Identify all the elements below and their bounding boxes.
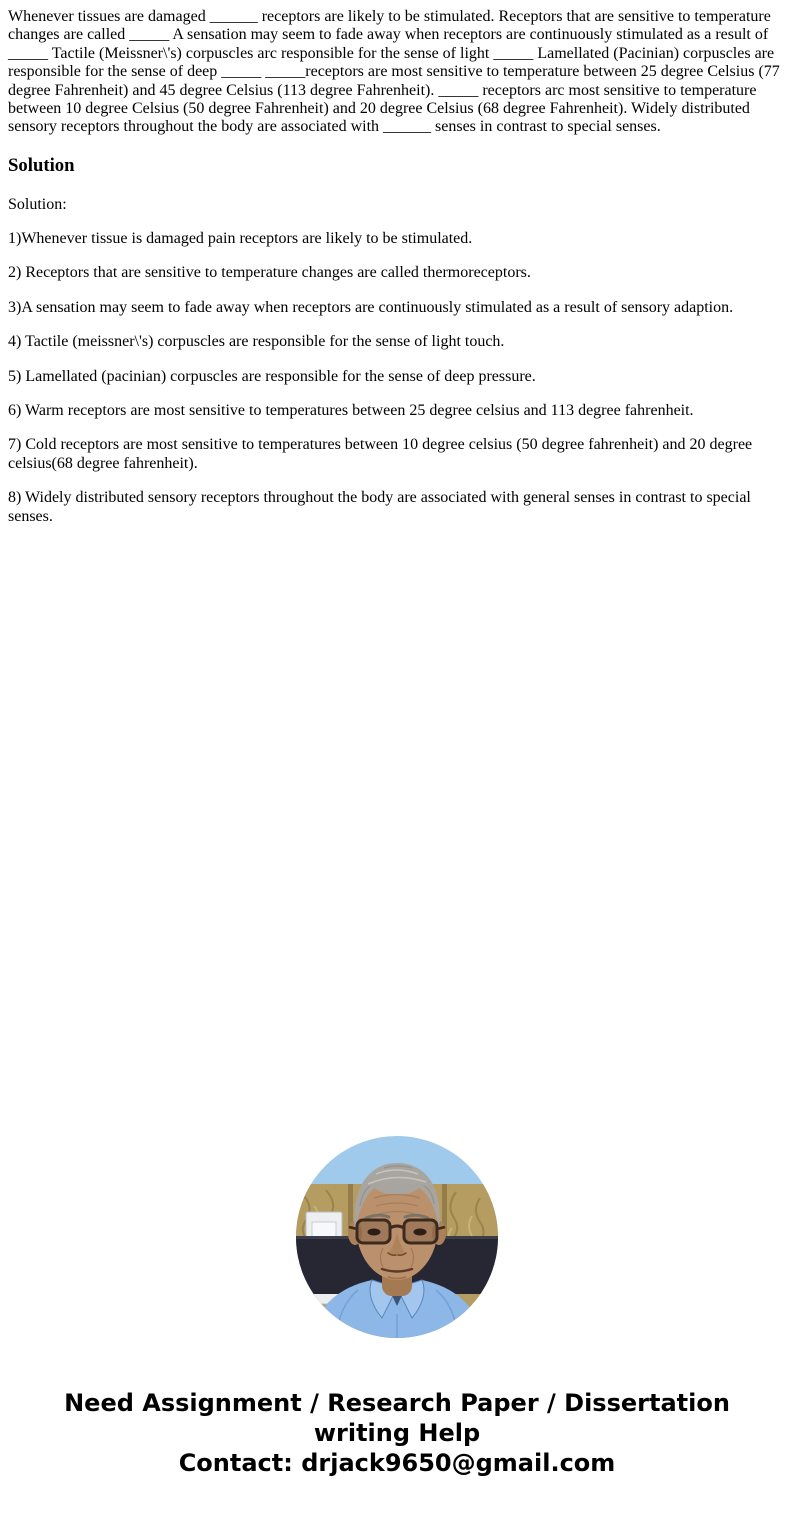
solution-heading: Solution <box>8 155 75 177</box>
solution-intro-label: Solution: <box>8 195 67 213</box>
document-page <box>8 8 786 1478</box>
solution-item-2: 2) Receptors that are sensitive to temperature changes are called thermoreceptors. <box>8 264 531 282</box>
solution-item-6: 6) Warm receptors are most sensitive to temperatures between 25 degree celsius and 113 degree fahrenheit. <box>8 402 694 420</box>
contact-email: Contact: drjack9650@gmail.com <box>178 1448 616 1477</box>
solution-item-3: 3)A sensation may seem to fade away when receptors are continuously stimulated as a result of sensory adaption. <box>8 298 734 316</box>
solution-item-8: 8) Widely distributed sensory receptors throughout the body are associated with general senses in contrast to special senses. <box>8 489 751 525</box>
solution-item-4: 4) Tactile (meissner\'s) corpuscles are responsible for the sense of light touch. <box>8 333 505 351</box>
solution-item-7: 7) Cold receptors are most sensitive to temperatures between 10 degree celsius (50 degree fahrenheit) and 20 degree celsius(68 degree fahrenheit). <box>8 436 753 472</box>
solution-item-5: 5) Lamellated (pacinian) corpuscles are responsible for the sense of deep pressure. <box>8 367 536 385</box>
footer-promo <box>25 1388 770 1478</box>
solution-item-1: 1)Whenever tissue is damaged pain receptors are likely to be stimulated. <box>8 230 473 248</box>
avatar <box>8 1136 786 1338</box>
promo-heading: Need Assignment / Research Paper / Dissertation writing Help <box>64 1388 730 1447</box>
question-paragraph: Whenever tissues are damaged ______ receptors are likely to be stimulated. Receptors that are sensitive to temperature changes are called _____ A sensation may seem to fade away when receptors are continuously stimulated as a result of _____ Tactile (Meissner\'s) corpuscles arc responsible for the sense of light _____ Lamellated (Pacinian) corpuscles are responsible for the sense of deep _____ _____receptors are most sensitive to temperature between 25 degree Celsius (77 degree Fahrenheit) and 45 degree Celsius (113 degree Fahrenheit). _____ receptors arc most sensitive to temperature between 10 degree Celsius (50 degree Fahrenheit) and 20 degree Celsius (68 degree Fahrenheit). Widely distributed sensory receptors throughout the body are associated with ______ senses in contrast to special senses. <box>8 8 780 136</box>
person-photo <box>296 1136 498 1338</box>
